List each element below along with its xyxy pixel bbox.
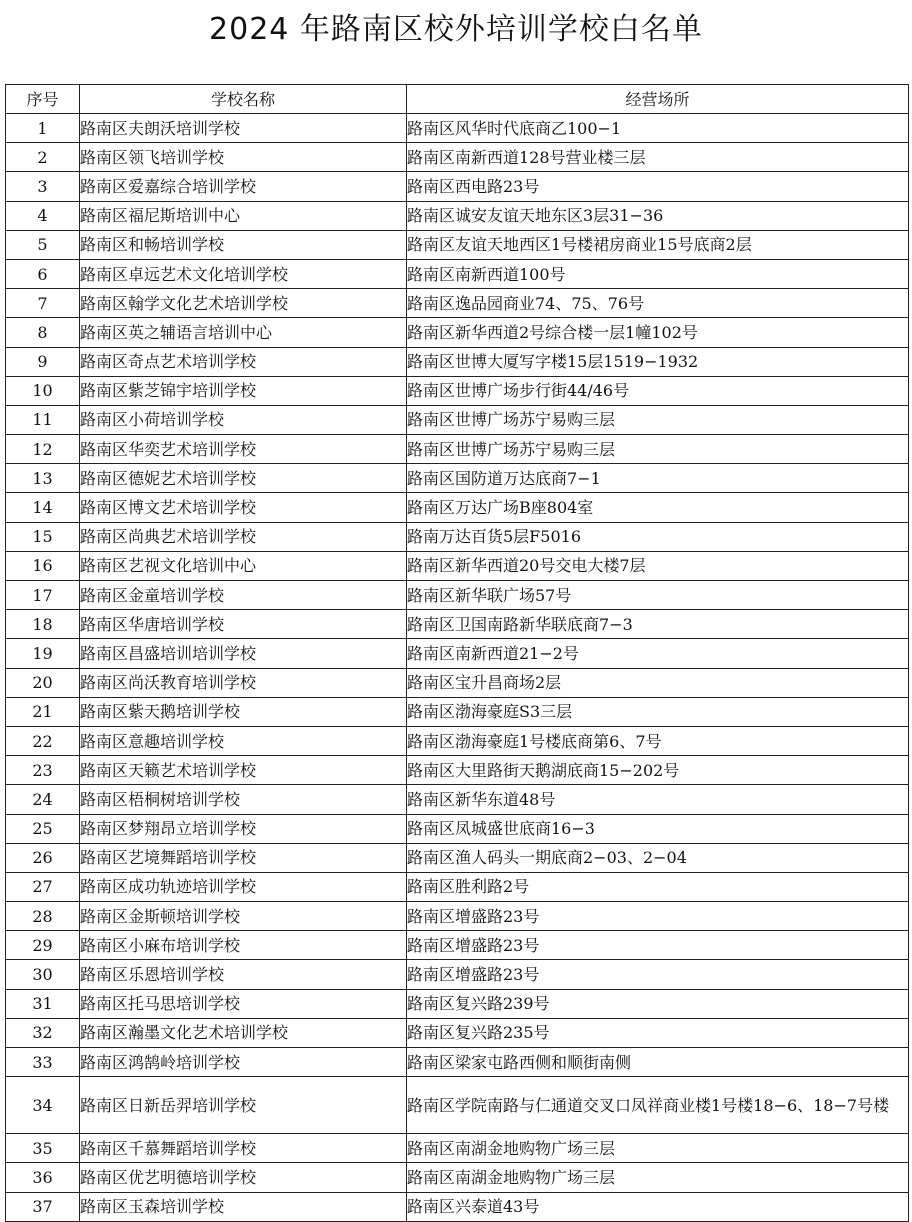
table-row — [6, 610, 909, 639]
table-row — [6, 697, 909, 726]
table-row — [6, 522, 909, 551]
school-name-cell: 路南区艺视文化培训中心 — [80, 551, 407, 580]
address-cell: 路南区世博广场苏宁易购三层 — [407, 405, 909, 434]
serial-number-cell: 7 — [6, 289, 80, 318]
school-name-cell: 路南区千慕舞蹈培训学校 — [80, 1134, 407, 1163]
table-row — [6, 114, 909, 143]
address-cell: 路南区胜利路2号 — [407, 872, 909, 901]
school-name-cell: 路南区昌盛培训培训学校 — [80, 639, 407, 668]
serial-number-cell: 5 — [6, 230, 80, 259]
table-row — [6, 143, 909, 172]
address-cell: 路南区南新西道21−2号 — [407, 639, 909, 668]
school-name-cell: 路南区小荷培训学校 — [80, 405, 407, 434]
address-cell: 路南区新华西道20号交电大楼7层 — [407, 551, 909, 580]
address-cell: 路南区兴泰道43号 — [407, 1192, 909, 1221]
serial-number-cell: 11 — [6, 405, 80, 434]
table-row — [6, 726, 909, 755]
school-name-cell: 路南区奇点艺术培训学校 — [80, 347, 407, 376]
table-row — [6, 639, 909, 668]
serial-number-cell: 35 — [6, 1134, 80, 1163]
serial-number-cell: 13 — [6, 464, 80, 493]
serial-number-cell: 24 — [6, 785, 80, 814]
address-cell: 路南区南新西道100号 — [407, 259, 909, 288]
school-name-cell: 路南区梧桐树培训学校 — [80, 785, 407, 814]
school-name-cell: 路南区紫天鹅培训学校 — [80, 697, 407, 726]
address-cell: 路南区逸品园商业74、75、76号 — [407, 289, 909, 318]
address-cell: 路南区凤城盛世底商16−3 — [407, 814, 909, 843]
table-row — [6, 230, 909, 259]
school-name-cell: 路南区尚典艺术培训学校 — [80, 522, 407, 551]
table-row — [6, 435, 909, 464]
serial-number-cell: 25 — [6, 814, 80, 843]
address-cell: 路南区新华西道2号综合楼一层1幢102号 — [407, 318, 909, 347]
serial-number-cell: 31 — [6, 989, 80, 1018]
school-name-cell: 路南区乐恩培训学校 — [80, 960, 407, 989]
address-cell: 路南区增盛路23号 — [407, 931, 909, 960]
address-cell: 路南区新华联广场57号 — [407, 581, 909, 610]
table-row — [6, 318, 909, 347]
table-row — [6, 843, 909, 872]
table-row — [6, 1134, 909, 1163]
school-name-cell: 路南区华唐培训学校 — [80, 610, 407, 639]
serial-number-cell: 6 — [6, 259, 80, 288]
serial-number-cell: 4 — [6, 201, 80, 230]
address-cell: 路南区复兴路235号 — [407, 1018, 909, 1047]
address-cell: 路南区世博广场苏宁易购三层 — [407, 435, 909, 464]
school-name-cell: 路南区金童培训学校 — [80, 581, 407, 610]
address-cell: 路南区渔人码头一期底商2−03、2−04 — [407, 843, 909, 872]
address-cell: 路南区友谊天地西区1号楼裙房商业15号底商2层 — [407, 230, 909, 259]
school-name-cell: 路南区瀚墨文化艺术培训学校 — [80, 1018, 407, 1047]
serial-number-cell: 34 — [6, 1077, 80, 1134]
table-header-row — [6, 85, 909, 114]
school-name-cell: 路南区成功轨迹培训学校 — [80, 872, 407, 901]
address-cell: 路南区国防道万达底商7−1 — [407, 464, 909, 493]
table-row — [6, 289, 909, 318]
address-cell: 路南区诚安友谊天地东区3层31−36 — [407, 201, 909, 230]
address-cell: 路南区南湖金地购物广场三层 — [407, 1163, 909, 1192]
address-cell: 路南区卫国南路新华联底商7−3 — [407, 610, 909, 639]
table-row — [6, 814, 909, 843]
serial-number-cell: 23 — [6, 756, 80, 785]
school-name-cell: 路南区爱嘉综合培训学校 — [80, 172, 407, 201]
address-cell: 路南区南湖金地购物广场三层 — [407, 1134, 909, 1163]
school-name-cell: 路南区托马思培训学校 — [80, 989, 407, 1018]
address-cell: 路南区复兴路239号 — [407, 989, 909, 1018]
school-name-cell: 路南区优艺明德培训学校 — [80, 1163, 407, 1192]
table-body — [6, 114, 909, 1222]
serial-number-cell: 19 — [6, 639, 80, 668]
school-name-cell: 路南区华奕艺术培训学校 — [80, 435, 407, 464]
table-row — [6, 551, 909, 580]
table-row — [6, 493, 909, 522]
serial-number-cell: 29 — [6, 931, 80, 960]
serial-number-cell: 15 — [6, 522, 80, 551]
school-name-cell: 路南区梦翔昂立培训学校 — [80, 814, 407, 843]
serial-number-cell: 1 — [6, 114, 80, 143]
table-row — [6, 960, 909, 989]
table-row — [6, 989, 909, 1018]
serial-number-cell: 9 — [6, 347, 80, 376]
school-whitelist-table — [5, 84, 909, 1222]
serial-number-cell: 14 — [6, 493, 80, 522]
school-name-cell: 路南区博文艺术培训学校 — [80, 493, 407, 522]
table-row — [6, 668, 909, 697]
serial-number-cell: 2 — [6, 143, 80, 172]
school-name-cell: 路南区翰学文化艺术培训学校 — [80, 289, 407, 318]
school-name-cell: 路南区夫朗沃培训学校 — [80, 114, 407, 143]
address-cell: 路南区大里路街天鹅湖底商15−202号 — [407, 756, 909, 785]
table-row — [6, 1018, 909, 1047]
table-row — [6, 872, 909, 901]
serial-number-cell: 33 — [6, 1048, 80, 1077]
serial-number-cell: 18 — [6, 610, 80, 639]
serial-number-cell: 22 — [6, 726, 80, 755]
address-cell: 路南区西电路23号 — [407, 172, 909, 201]
address-cell: 路南区世博大厦写字楼15层1519−1932 — [407, 347, 909, 376]
table-row — [6, 1077, 909, 1134]
serial-number-cell: 20 — [6, 668, 80, 697]
address-cell: 路南区风华时代底商乙100−1 — [407, 114, 909, 143]
serial-number-cell: 10 — [6, 376, 80, 405]
school-name-cell: 路南区尚沃教育培训学校 — [80, 668, 407, 697]
address-cell: 路南区渤海豪庭S3三层 — [407, 697, 909, 726]
address-cell: 路南区世博广场步行街44/46号 — [407, 376, 909, 405]
school-name-cell: 路南区日新岳羿培训学校 — [80, 1077, 407, 1134]
school-name-cell: 路南区意趣培训学校 — [80, 726, 407, 755]
address-cell: 路南区渤海豪庭1号楼底商第6、7号 — [407, 726, 909, 755]
table-row — [6, 201, 909, 230]
school-name-cell: 路南区德妮艺术培训学校 — [80, 464, 407, 493]
header-serial-number: 序号 — [6, 85, 80, 114]
school-name-cell: 路南区天籁艺术培训学校 — [80, 756, 407, 785]
serial-number-cell: 3 — [6, 172, 80, 201]
serial-number-cell: 30 — [6, 960, 80, 989]
school-name-cell: 路南区和畅培训学校 — [80, 230, 407, 259]
serial-number-cell: 28 — [6, 902, 80, 931]
serial-number-cell: 12 — [6, 435, 80, 464]
address-cell: 路南区万达广场B座804室 — [407, 493, 909, 522]
serial-number-cell: 26 — [6, 843, 80, 872]
page-title: 2024 年路南区校外培训学校白名单 — [209, 12, 703, 47]
school-name-cell: 路南区领飞培训学校 — [80, 143, 407, 172]
table-row — [6, 785, 909, 814]
address-cell: 路南万达百货5层F5016 — [407, 522, 909, 551]
school-name-cell: 路南区鸿鹄岭培训学校 — [80, 1048, 407, 1077]
school-name-cell: 路南区艺境舞蹈培训学校 — [80, 843, 407, 872]
table-row — [6, 902, 909, 931]
address-cell: 路南区梁家屯路西侧和顺街南侧 — [407, 1048, 909, 1077]
serial-number-cell: 21 — [6, 697, 80, 726]
table-row — [6, 347, 909, 376]
address-cell: 路南区新华东道48号 — [407, 785, 909, 814]
table-row — [6, 376, 909, 405]
school-name-cell: 路南区福尼斯培训中心 — [80, 201, 407, 230]
school-name-cell: 路南区英之辅语言培训中心 — [80, 318, 407, 347]
serial-number-cell: 16 — [6, 551, 80, 580]
school-name-cell: 路南区紫芝锦宇培训学校 — [80, 376, 407, 405]
table-row — [6, 756, 909, 785]
serial-number-cell: 36 — [6, 1163, 80, 1192]
school-name-cell: 路南区卓远艺术文化培训学校 — [80, 259, 407, 288]
school-name-cell: 路南区玉森培训学校 — [80, 1192, 407, 1221]
table-row — [6, 405, 909, 434]
table-row — [6, 581, 909, 610]
table-row — [6, 464, 909, 493]
serial-number-cell: 27 — [6, 872, 80, 901]
serial-number-cell: 32 — [6, 1018, 80, 1047]
serial-number-cell: 17 — [6, 581, 80, 610]
table-row — [6, 1048, 909, 1077]
table-row — [6, 172, 909, 201]
table-row — [6, 931, 909, 960]
address-cell: 路南区南新西道128号营业楼三层 — [407, 143, 909, 172]
header-business-address: 经营场所 — [407, 85, 909, 114]
table-row — [6, 259, 909, 288]
table-row — [6, 1163, 909, 1192]
header-school-name: 学校名称 — [80, 85, 407, 114]
address-cell: 路南区宝升昌商场2层 — [407, 668, 909, 697]
address-cell: 路南区增盛路23号 — [407, 960, 909, 989]
address-cell: 路南区学院南路与仁通道交叉口凤祥商业楼1号楼18−6、18−7号楼 — [407, 1077, 909, 1134]
table-row — [6, 1192, 909, 1221]
address-cell: 路南区增盛路23号 — [407, 902, 909, 931]
serial-number-cell: 37 — [6, 1192, 80, 1221]
school-name-cell: 路南区金斯顿培训学校 — [80, 902, 407, 931]
serial-number-cell: 8 — [6, 318, 80, 347]
school-name-cell: 路南区小麻布培训学校 — [80, 931, 407, 960]
